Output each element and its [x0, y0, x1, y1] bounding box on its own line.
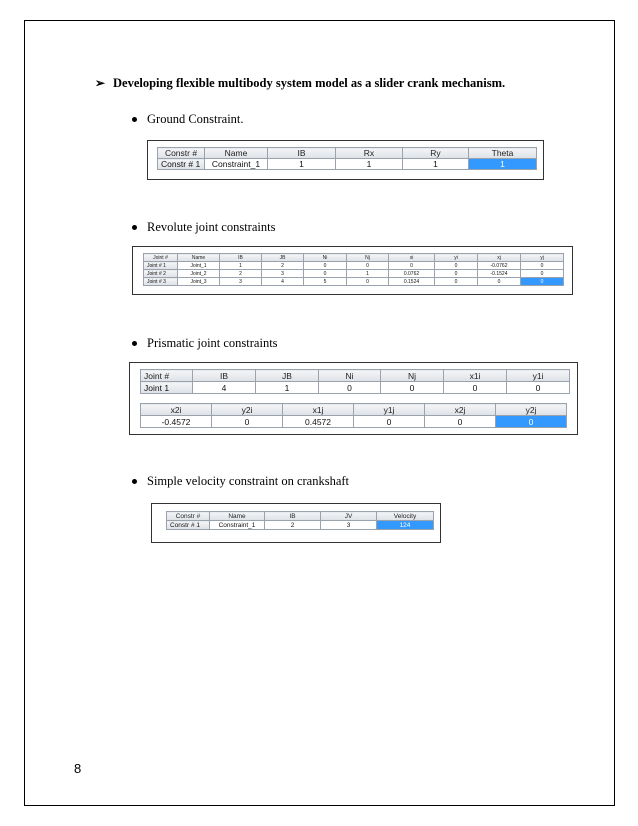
table-cell[interactable]: 1 — [403, 159, 469, 170]
column-header[interactable]: IB — [220, 254, 262, 262]
table-cell[interactable]: 1 — [220, 262, 262, 270]
column-header[interactable]: x1j — [283, 404, 354, 416]
row-header[interactable]: Constr # 1 — [158, 159, 205, 170]
table-cell[interactable]: Constraint_1 — [210, 521, 265, 530]
table-cell[interactable]: Constraint_1 — [205, 159, 268, 170]
table-cell[interactable]: 3 — [262, 270, 304, 278]
table-cell[interactable]: -0.0762 — [478, 262, 521, 270]
column-header[interactable]: JV — [321, 512, 377, 521]
column-header[interactable]: x2j — [425, 404, 496, 416]
table-cell[interactable]: Joint_3 — [178, 278, 220, 286]
table-cell[interactable]: 0 — [354, 416, 425, 428]
table-cell[interactable]: 0 — [347, 278, 389, 286]
table-cell[interactable]: 4 — [193, 382, 256, 394]
column-header[interactable]: Nj — [381, 370, 444, 382]
page-number: 8 — [74, 761, 82, 776]
table-cell[interactable]: 0 — [212, 416, 283, 428]
selected-cell[interactable]: 0 — [521, 278, 564, 286]
row-header[interactable]: Joint # 3 — [144, 278, 178, 286]
selected-cell[interactable]: 0 — [496, 416, 567, 428]
table-cell[interactable]: 0.1524 — [389, 278, 435, 286]
table-cell[interactable]: 0 — [304, 270, 347, 278]
bullet-dot-icon — [132, 225, 137, 230]
prismatic-joint-table-1 — [140, 369, 570, 394]
table-cell[interactable]: 1 — [347, 270, 389, 278]
table-row — [167, 521, 434, 530]
heading-text: Developing flexible multibody system model as a slider crank mechanism. — [113, 76, 506, 90]
table-cell[interactable]: 0 — [347, 262, 389, 270]
table-cell[interactable]: 4 — [262, 278, 304, 286]
table-row — [144, 278, 564, 286]
table-cell[interactable]: 0 — [507, 382, 570, 394]
table-cell[interactable]: 0 — [304, 262, 347, 270]
column-header[interactable]: x1i — [444, 370, 507, 382]
velocity-constraint-table — [166, 511, 434, 530]
table-cell[interactable]: 0 — [521, 262, 564, 270]
column-header[interactable]: yi — [435, 254, 478, 262]
prismatic-title: Prismatic joint constraints — [147, 336, 278, 350]
table-cell[interactable]: 0.4572 — [283, 416, 354, 428]
table-cell[interactable]: Joint_2 — [178, 270, 220, 278]
column-header[interactable]: Joint # — [141, 370, 193, 382]
prismatic-joint-table-2 — [140, 403, 567, 428]
column-header[interactable]: Theta — [469, 148, 537, 159]
column-header[interactable]: Ni — [304, 254, 347, 262]
column-header[interactable]: Name — [205, 148, 268, 159]
bullet-ground — [132, 112, 244, 127]
column-header[interactable]: Joint # — [144, 254, 178, 262]
table-header-row — [141, 370, 570, 382]
table-header-row — [141, 404, 567, 416]
table-cell[interactable]: 0 — [425, 416, 496, 428]
table-cell[interactable]: 5 — [304, 278, 347, 286]
ground-constraint-table — [157, 147, 537, 170]
table-header-row — [167, 512, 434, 521]
table-cell[interactable]: 2 — [220, 270, 262, 278]
column-header[interactable]: x2i — [141, 404, 212, 416]
column-header[interactable]: IB — [265, 512, 321, 521]
row-header[interactable]: Joint # 2 — [144, 270, 178, 278]
table-cell[interactable]: 3 — [321, 521, 377, 530]
table-cell[interactable]: 3 — [220, 278, 262, 286]
column-header[interactable]: Velocity — [377, 512, 434, 521]
bullet-dot-icon — [132, 341, 137, 346]
row-header[interactable]: Joint 1 — [141, 382, 193, 394]
column-header[interactable]: JB — [256, 370, 319, 382]
table-cell[interactable]: -0.4572 — [141, 416, 212, 428]
row-header[interactable]: Constr # 1 — [167, 521, 210, 530]
column-header[interactable]: xj — [478, 254, 521, 262]
column-header[interactable]: Constr # — [167, 512, 210, 521]
column-header[interactable]: Rx — [336, 148, 403, 159]
bullet-velocity — [132, 474, 349, 489]
table-cell[interactable]: -0.1524 — [478, 270, 521, 278]
ground-constraint-screenshot — [147, 140, 544, 180]
revolute-title: Revolute joint constraints — [147, 220, 276, 234]
table-cell[interactable]: 0 — [389, 262, 435, 270]
table-cell[interactable]: 0.0762 — [389, 270, 435, 278]
table-cell[interactable]: 0 — [435, 278, 478, 286]
column-header[interactable]: Name — [210, 512, 265, 521]
bullet-dot-icon — [132, 117, 137, 122]
column-header[interactable]: yj — [521, 254, 564, 262]
column-header[interactable]: xi — [389, 254, 435, 262]
revolute-joint-table — [143, 253, 564, 286]
arrow-bullet-icon: ➢ — [95, 76, 106, 90]
column-header[interactable]: JB — [262, 254, 304, 262]
column-header[interactable]: y2j — [496, 404, 567, 416]
column-header[interactable]: IB — [268, 148, 336, 159]
bullet-prismatic — [132, 336, 278, 351]
table-row — [158, 159, 537, 170]
table-cell[interactable]: 1 — [336, 159, 403, 170]
table-header-row — [158, 148, 537, 159]
prismatic-joint-screenshot — [129, 362, 578, 435]
table-row — [141, 382, 570, 394]
revolute-joint-screenshot — [132, 246, 573, 295]
ground-title: Ground Constraint. — [147, 112, 244, 126]
column-header[interactable]: y2i — [212, 404, 283, 416]
table-cell[interactable]: 0 — [319, 382, 381, 394]
table-row — [144, 270, 564, 278]
column-header[interactable]: Nj — [347, 254, 389, 262]
table-cell[interactable]: 0 — [435, 262, 478, 270]
table-cell[interactable]: 2 — [262, 262, 304, 270]
section-heading — [95, 76, 575, 91]
table-cell[interactable]: 0 — [435, 270, 478, 278]
row-header[interactable]: Joint # 1 — [144, 262, 178, 270]
selected-cell[interactable]: 1 — [469, 159, 537, 170]
table-cell[interactable]: 0 — [521, 270, 564, 278]
table-header-row — [144, 254, 564, 262]
table-cell[interactable]: 1 — [268, 159, 336, 170]
table-cell[interactable]: 0 — [444, 382, 507, 394]
table-cell[interactable]: 0 — [478, 278, 521, 286]
velocity-title: Simple velocity constraint on crankshaft — [147, 474, 350, 488]
table-cell[interactable]: Joint_1 — [178, 262, 220, 270]
table-cell[interactable]: 2 — [265, 521, 321, 530]
velocity-constraint-screenshot — [151, 503, 441, 543]
selected-cell[interactable]: 124 — [377, 521, 434, 530]
table-row — [144, 262, 564, 270]
column-header[interactable]: Ni — [319, 370, 381, 382]
column-header[interactable]: Name — [178, 254, 220, 262]
bullet-dot-icon — [132, 479, 137, 484]
column-header[interactable]: y1i — [507, 370, 570, 382]
column-header[interactable]: IB — [193, 370, 256, 382]
column-header[interactable]: Ry — [403, 148, 469, 159]
column-header[interactable]: y1j — [354, 404, 425, 416]
table-cell[interactable]: 0 — [381, 382, 444, 394]
table-row — [141, 416, 567, 428]
bullet-revolute — [132, 220, 275, 235]
table-cell[interactable]: 1 — [256, 382, 319, 394]
column-header[interactable]: Constr # — [158, 148, 205, 159]
